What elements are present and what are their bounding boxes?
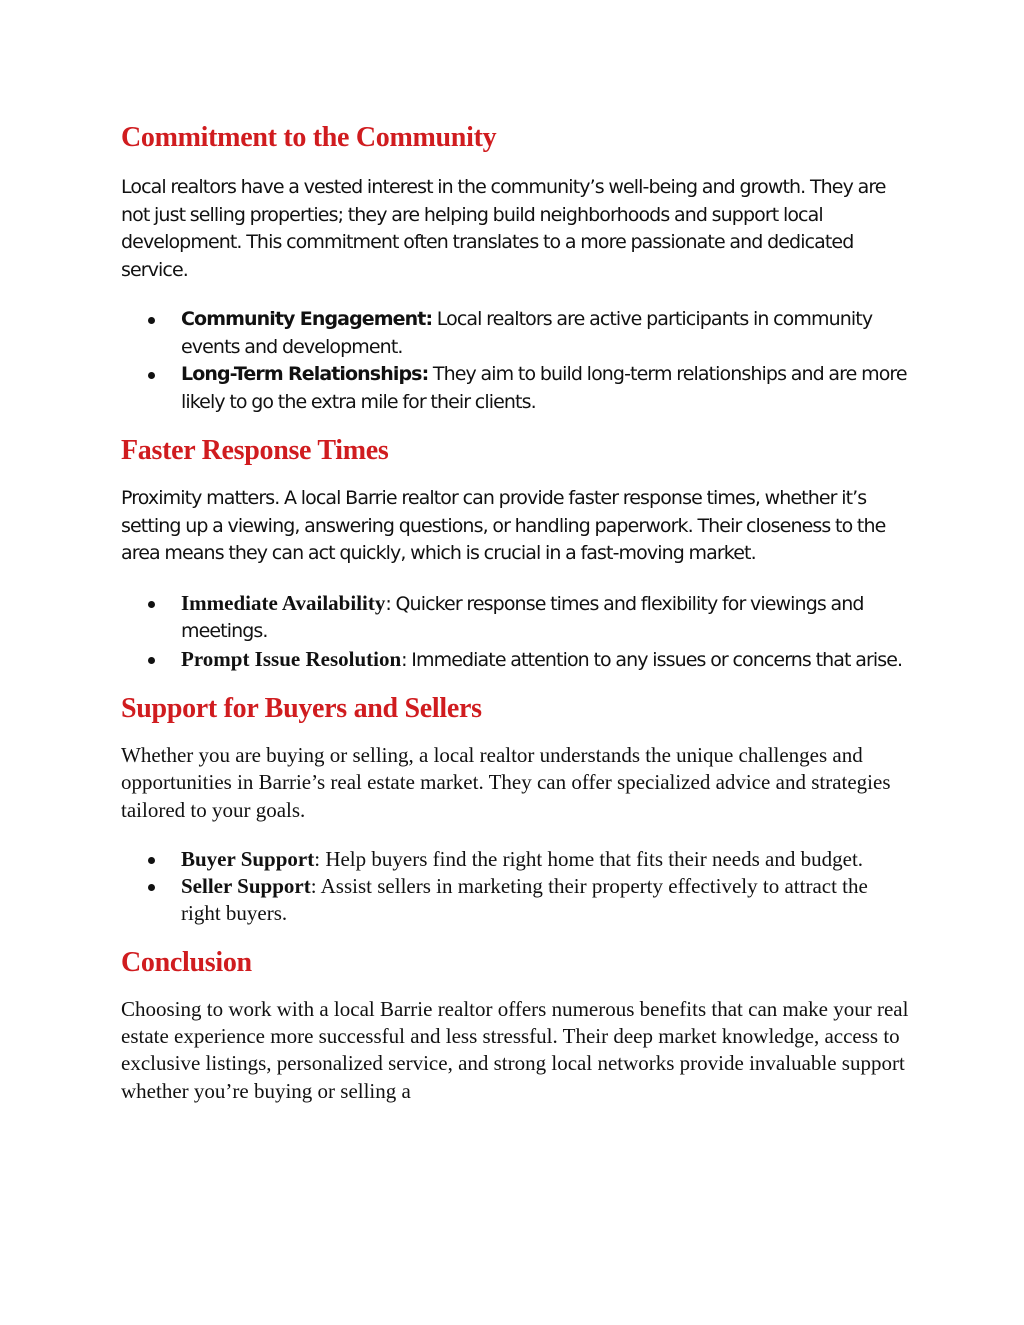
- section-heading: Commitment to the Community: [121, 122, 497, 153]
- list-item: [121, 590, 911, 646]
- section-faster-response-times: [121, 433, 911, 674]
- bullet-term: Immediate Availability: [181, 590, 386, 615]
- section-paragraph: Whether you are buying or selling, a local realtor understands the unique challenges and opportunities in Barrie’s real estate market. They can offer specialized advice and strategies tailored to your goals.: [121, 743, 891, 822]
- bullet-list: [121, 306, 911, 416]
- bullet-term: Community Engagement:: [181, 308, 433, 330]
- list-item: [121, 873, 911, 928]
- section-support-buyers-sellers: [121, 691, 911, 928]
- bullet-term: Seller Support: [181, 874, 311, 899]
- bullet-icon: [148, 317, 155, 324]
- bullet-text: : Quicker response times and flexibility for viewings and meetings.: [181, 592, 864, 642]
- bullet-icon: [148, 372, 155, 379]
- list-item: [121, 306, 911, 361]
- section-heading: Faster Response Times: [121, 435, 389, 466]
- bullet-icon: [148, 657, 155, 664]
- bullet-term: Long-Term Relationships:: [181, 363, 429, 385]
- bullet-text: : Help buyers find the right home that fits their needs and budget.: [314, 846, 864, 871]
- list-item: [121, 646, 911, 675]
- list-item: [121, 846, 911, 873]
- bullet-text: They aim to build long-term relationships and are more likely to go the extra mile for their clients.: [181, 363, 907, 413]
- section-heading: Support for Buyers and Sellers: [121, 693, 482, 724]
- section-heading: Conclusion: [121, 946, 252, 978]
- section-paragraph: Choosing to work with a local Barrie realtor offers numerous benefits that can make your real estate experience more successful and less stressful. Their deep market knowledge, access to exclusive listings, personalized service, and strong local networks provide invaluable support whether you’re buying or selling a: [121, 996, 909, 1103]
- bullet-term: Prompt Issue Resolution: [181, 646, 402, 671]
- bullet-icon: [148, 601, 155, 608]
- section-paragraph: Proximity matters. A local Barrie realtor can provide faster response times, whether it’s setting up a viewing, answering questions, or handling paperwork. Their closeness to the area means they can act quickly, which is crucial in a fast-moving market.: [121, 487, 886, 564]
- section-paragraph: Local realtors have a vested interest in the community’s well-being and growth. They are not just selling properties; they are helping build neighborhoods and support local development. This commitment often translates to a more passionate and dedicated service.: [121, 176, 886, 281]
- bullet-text: Local realtors are active participants in community events and development.: [181, 308, 873, 358]
- bullet-term: Buyer Support: [181, 846, 315, 871]
- list-item: [121, 361, 911, 416]
- bullet-icon: [148, 857, 155, 864]
- bullet-list: [121, 590, 911, 675]
- bullet-text: : Immediate attention to any issues or concerns that arise.: [401, 648, 903, 671]
- document-page: [121, 120, 911, 1105]
- bullet-icon: [148, 884, 155, 891]
- section-conclusion: [121, 945, 911, 1105]
- section-commitment-to-community: [121, 120, 911, 416]
- bullet-text: : Assist sellers in marketing their property effectively to attract the right buyers.: [181, 874, 868, 926]
- bullet-list: [121, 846, 911, 928]
